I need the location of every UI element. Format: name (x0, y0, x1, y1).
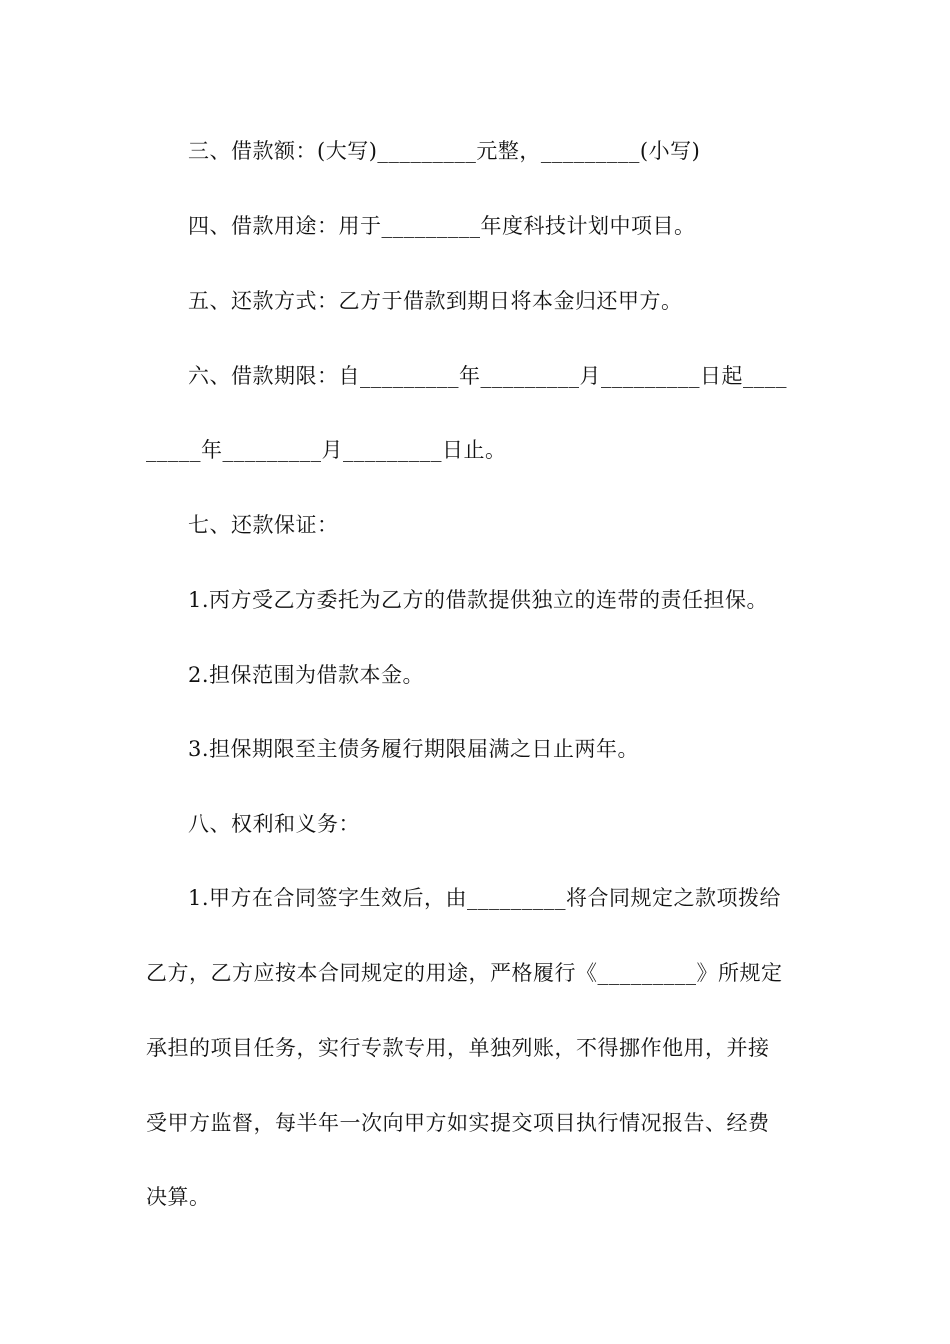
clause-8-item-1: 1.甲方在合同签字生效后，由_________将合同规定之款项拨给 (188, 886, 782, 910)
clause-8-item-1-line-3: 承担的项目任务，实行专款专用，单独列账，不得挪作他用，并接 (146, 1036, 770, 1060)
clause-8-item-1-line-4: 受甲方监督，每半年一次向甲方如实提交项目执行情况报告、经费 (146, 1111, 770, 1135)
clause-6-loan-term-continued: _____年_________月_________日止。 (146, 438, 507, 462)
clause-8-item-1-line-5: 决算。 (146, 1185, 211, 1209)
clause-7-item-3: 3.担保期限至主债务履行期限届满之日止两年。 (188, 737, 640, 761)
clause-7-item-1: 1.丙方受乙方委托为乙方的借款提供独立的连带的责任担保。 (188, 588, 769, 612)
clause-5-repayment-method: 五、还款方式：乙方于借款到期日将本金归还甲方。 (188, 289, 683, 313)
clause-6-loan-term: 六、借款期限：自_________年_________月_________日起____ (188, 364, 787, 388)
clause-7-heading: 七、还款保证： (188, 513, 339, 537)
clause-4-loan-purpose: 四、借款用途：用于_________年度科技计划中项目。 (188, 214, 696, 238)
clause-7-item-2: 2.担保范围为借款本金。 (188, 663, 425, 687)
clause-8-item-1-line-2: 乙方，乙方应按本合同规定的用途，严格履行《_________》所规定 (146, 961, 783, 985)
clause-3-loan-amount: 三、借款额：(大写)_________元整，_________(小写) (188, 139, 701, 163)
clause-8-heading: 八、权利和义务： (188, 812, 360, 836)
